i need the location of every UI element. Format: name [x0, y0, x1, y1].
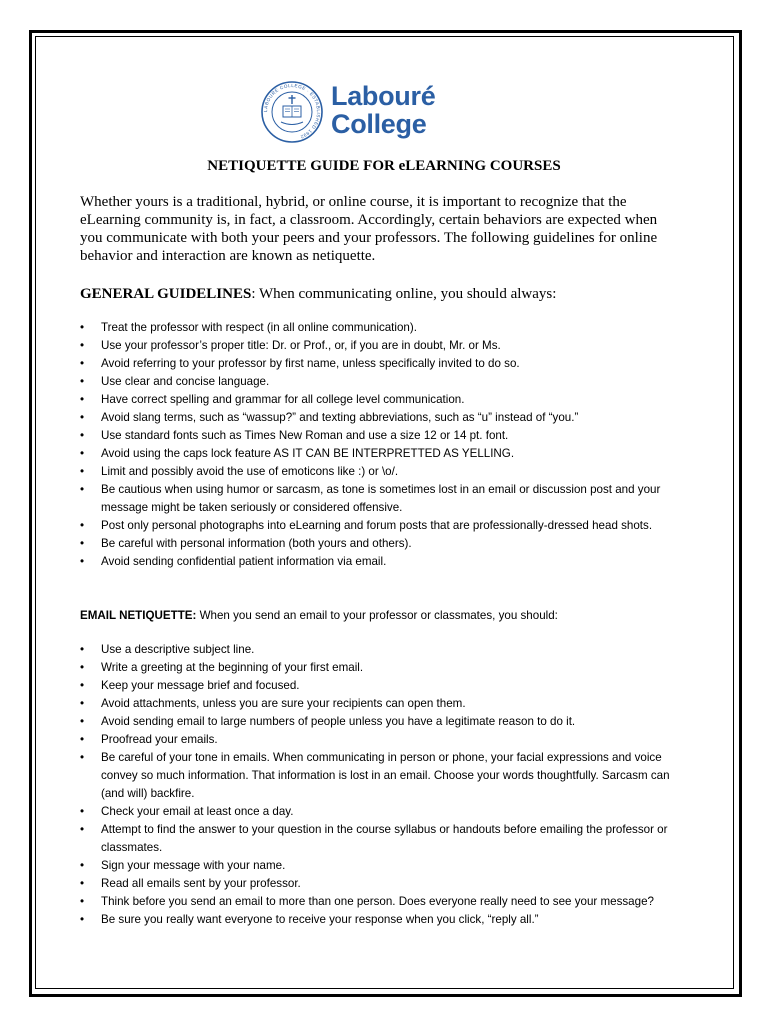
general-guideline-item-text: Have correct spelling and grammar for all college level communication. — [101, 393, 465, 406]
email-netiquette-heading — [80, 607, 558, 625]
email-guideline-item-text: Write a greeting at the beginning of your first email. — [101, 661, 364, 674]
bullet-icon: • — [80, 913, 85, 926]
bullet-icon: • — [80, 429, 85, 442]
bullet-icon: • — [80, 859, 85, 872]
bullet-icon: • — [80, 411, 85, 424]
email-guideline-item — [80, 641, 680, 659]
bullet-icon: • — [80, 877, 85, 890]
college-logo — [260, 80, 440, 144]
bullet-icon: • — [80, 679, 85, 692]
general-guideline-item — [80, 517, 680, 535]
general-guideline-item — [80, 409, 680, 427]
general-guideline-item-text: Avoid referring to your professor by first name, unless specifically invited to do so. — [101, 357, 520, 370]
bullet-icon: • — [80, 715, 85, 728]
bullet-icon: • — [80, 465, 85, 478]
general-guideline-item-text: Use clear and concise language. — [101, 375, 270, 388]
general-guidelines-title: GENERAL GUIDELINES — [80, 286, 252, 302]
logo-line-1: Labouré — [331, 81, 436, 111]
intro-paragraph: Whether yours is a traditional, hybrid, or online course, it is important to recognize that the eLearning community is, in fact, a classroom. Accordingly, certain behaviors are expected when you communicate with both your peers and your professors. The following guidelines for online behavior and interaction are known as netiquette. — [80, 194, 658, 264]
bullet-icon: • — [80, 823, 85, 836]
general-guideline-item — [80, 391, 680, 409]
bullet-icon: • — [80, 537, 85, 550]
general-guideline-item-text: Avoid using the caps lock feature AS IT CAN BE INTERPRETTED AS YELLING. — [101, 447, 515, 460]
email-guideline-item-text: Be sure you really want everyone to receive your response when you click, “reply all.” — [101, 913, 539, 926]
email-guideline-item — [80, 857, 680, 875]
email-guideline-item — [80, 749, 680, 803]
email-guideline-item — [80, 731, 680, 749]
general-guideline-item-text: Post only personal photographs into eLearning and forum posts that are professionally-dressed head shots. — [101, 519, 653, 532]
general-guideline-item — [80, 337, 680, 355]
college-logo-text — [331, 82, 435, 138]
email-guideline-item-text: Proofread your emails. — [101, 733, 218, 746]
email-guideline-item — [80, 821, 680, 857]
general-guideline-item — [80, 535, 680, 553]
general-guideline-item-text: Use your professor’s proper title: Dr. or Prof., or, if you are in doubt, Mr. or Ms. — [101, 339, 501, 352]
email-guideline-item-text: Think before you send an email to more than one person. Does everyone really need to see your message? — [101, 895, 654, 908]
general-guideline-item — [80, 355, 680, 373]
bullet-icon: • — [80, 375, 85, 388]
bullet-icon: • — [80, 357, 85, 370]
email-guideline-item-text: Keep your message brief and focused. — [101, 679, 300, 692]
bullet-icon: • — [80, 661, 85, 674]
email-netiquette-lead: When you send an email to your professor or classmates, you should: — [196, 609, 558, 622]
general-guideline-item-text: Use standard fonts such as Times New Roman and use a size 12 or 14 pt. font. — [101, 429, 509, 442]
general-guidelines-heading — [80, 285, 556, 303]
general-guideline-item — [80, 319, 680, 337]
bullet-icon: • — [80, 751, 85, 764]
bullet-icon: • — [80, 447, 85, 460]
logo-line-2: College — [331, 109, 427, 139]
email-guideline-item-text: Use a descriptive subject line. — [101, 643, 255, 656]
email-guideline-item — [80, 695, 680, 713]
email-guideline-item — [80, 659, 680, 677]
document-title: NETIQUETTE GUIDE FOR eLEARNING COURSES — [207, 158, 561, 174]
email-guideline-item — [80, 677, 680, 695]
email-guideline-item-text: Avoid attachments, unless you are sure your recipients can open them. — [101, 697, 466, 710]
bullet-icon: • — [80, 519, 85, 532]
email-guideline-item-text: Sign your message with your name. — [101, 859, 286, 872]
email-netiquette-title: EMAIL NETIQUETTE: — [80, 609, 197, 622]
general-guideline-item-text: Be careful with personal information (both yours and others). — [101, 537, 412, 550]
email-guideline-item — [80, 713, 680, 731]
email-guideline-item-text: Avoid sending email to large numbers of people unless you have a legitimate reason to do it. — [101, 715, 576, 728]
general-guideline-item-text: Avoid sending confidential patient information via email. — [101, 555, 387, 568]
general-guideline-item — [80, 373, 680, 391]
general-guideline-item-text: Treat the professor with respect (in all online communication). — [101, 321, 417, 334]
email-guideline-item-text: Read all emails sent by your professor. — [101, 877, 301, 890]
email-guideline-item — [80, 875, 680, 893]
svg-text:LABOURÉ COLLEGE · ESTABLISHED: LABOURÉ COLLEGE · ESTABLISHED 1892 — [262, 82, 322, 140]
general-guideline-item-text: Be cautious when using humor or sarcasm, as tone is sometimes lost in an email or discussion post and your message might be taken seriously or considered offensive. — [101, 483, 661, 514]
bullet-icon: • — [80, 555, 85, 568]
email-guideline-item-text: Attempt to find the answer to your question in the course syllabus or handouts before emailing the professor or classmates. — [101, 823, 668, 854]
bullet-icon: • — [80, 643, 85, 656]
general-guideline-item-text: Limit and possibly avoid the use of emoticons like :) or \o/. — [101, 465, 399, 478]
bullet-icon: • — [80, 697, 85, 710]
general-guideline-item — [80, 427, 680, 445]
email-guideline-item-text: Be careful of your tone in emails. When communicating in person or phone, your facial expressions and voice convey so much information. That information is lost in an email. Choose your words thoughtfully. Sarcasm can (and will) backfire. — [101, 751, 670, 800]
bullet-icon: • — [80, 805, 85, 818]
email-guideline-item-text: Check your email at least once a day. — [101, 805, 294, 818]
general-guideline-item — [80, 481, 680, 517]
email-guideline-item — [80, 911, 680, 929]
bullet-icon: • — [80, 339, 85, 352]
bullet-icon: • — [80, 321, 85, 334]
bullet-icon: • — [80, 483, 85, 496]
general-guideline-item — [80, 445, 680, 463]
bullet-icon: • — [80, 895, 85, 908]
email-guideline-item — [80, 803, 680, 821]
college-seal-icon — [260, 80, 324, 144]
general-guideline-item-text: Avoid slang terms, such as “wassup?” and texting abbreviations, such as “u” instead of “you.” — [101, 411, 579, 424]
general-guideline-item — [80, 553, 680, 571]
bullet-icon: • — [80, 393, 85, 406]
general-guidelines-lead: : When communicating online, you should always: — [251, 286, 557, 302]
general-guideline-item — [80, 463, 680, 481]
email-guideline-item — [80, 893, 680, 911]
email-netiquette-list — [80, 641, 680, 929]
bullet-icon: • — [80, 733, 85, 746]
general-guidelines-list — [80, 319, 680, 571]
